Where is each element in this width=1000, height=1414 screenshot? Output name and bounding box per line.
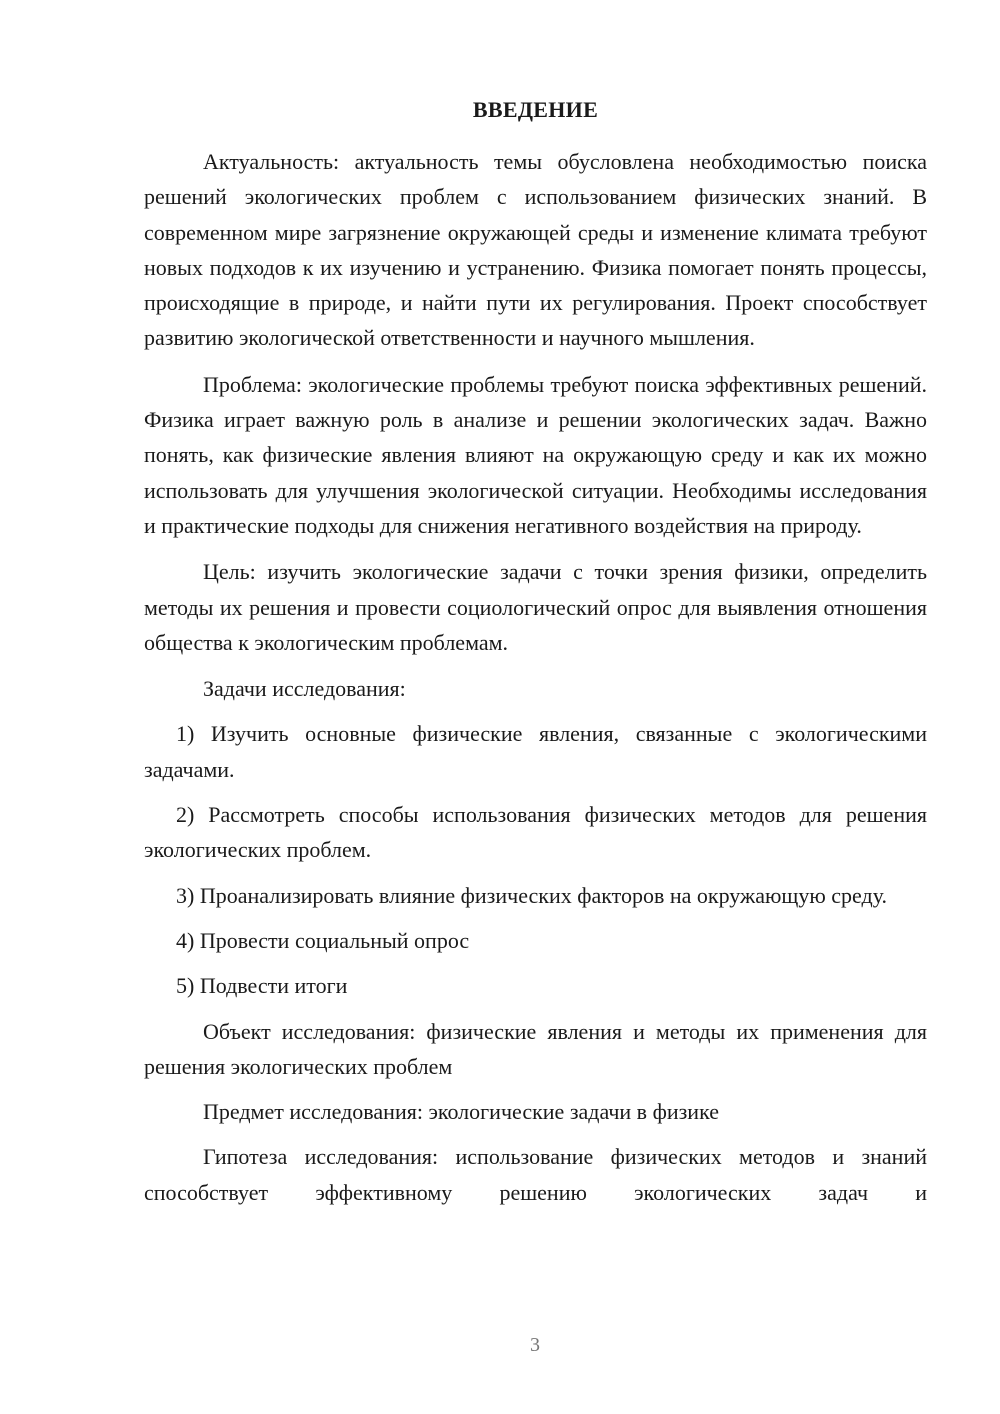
list-item: 1) Изучить основные физические явления, связанные с экологическими задачами. <box>144 721 927 782</box>
paragraph-subject: Предмет исследования: экологические задачи в физике <box>203 1099 719 1125</box>
paragraph-hypothesis: Гипотеза исследования: использование физических методов и знаний способствует эффективному решению экологических задач и <box>144 1144 927 1205</box>
page-content <box>144 96 927 1210</box>
list-item: 5) Подвести итоги <box>176 973 348 999</box>
list-item: 2) Рассмотреть способы использования физических методов для решения экологических проблем. <box>144 802 927 863</box>
tasks-list <box>144 716 927 1003</box>
paragraph-goal: Цель: изучить экологические задачи с точки зрения физики, определить методы их решения и провести социологический опрос для выявления отношения общества к экологическим проблемам. <box>144 559 927 655</box>
paragraph-problem: Проблема: экологические проблемы требуют поиска эффективных решений. Физика играет важную роль в анализе и решении экологических задач. Важно понять, как физические явления влияют на окружающую среду и как их можно использовать для улучшения экологической ситуации. Необходимы исследования и практические подходы для снижения негативного воздействия на природу. <box>144 371 927 538</box>
list-item: 3) Проанализировать влияние физических факторов на окружающую среду. <box>176 882 888 908</box>
page-number: 3 <box>530 1334 540 1356</box>
paragraph-object: Объект исследования: физические явления и методы их применения для решения экологических проблем <box>144 1018 927 1079</box>
tasks-heading: Задачи исследования: <box>203 676 406 702</box>
list-item: 4) Провести социальный опрос <box>176 927 470 953</box>
paragraph-relevance: Актуальность: актуальность темы обусловлена необходимостью поиска решений экологических проблем с использованием физических знаний. В современном мире загрязнение окружающей среды и изменение климата требуют новых подходов к их изучению и устранению. Физика помогает понять процессы, происходящие в природе, и найти пути их регулирования. Проект способствует развитию экологической ответственности и научного мышления. <box>144 149 927 351</box>
section-title: ВВЕДЕНИЕ <box>472 97 599 122</box>
